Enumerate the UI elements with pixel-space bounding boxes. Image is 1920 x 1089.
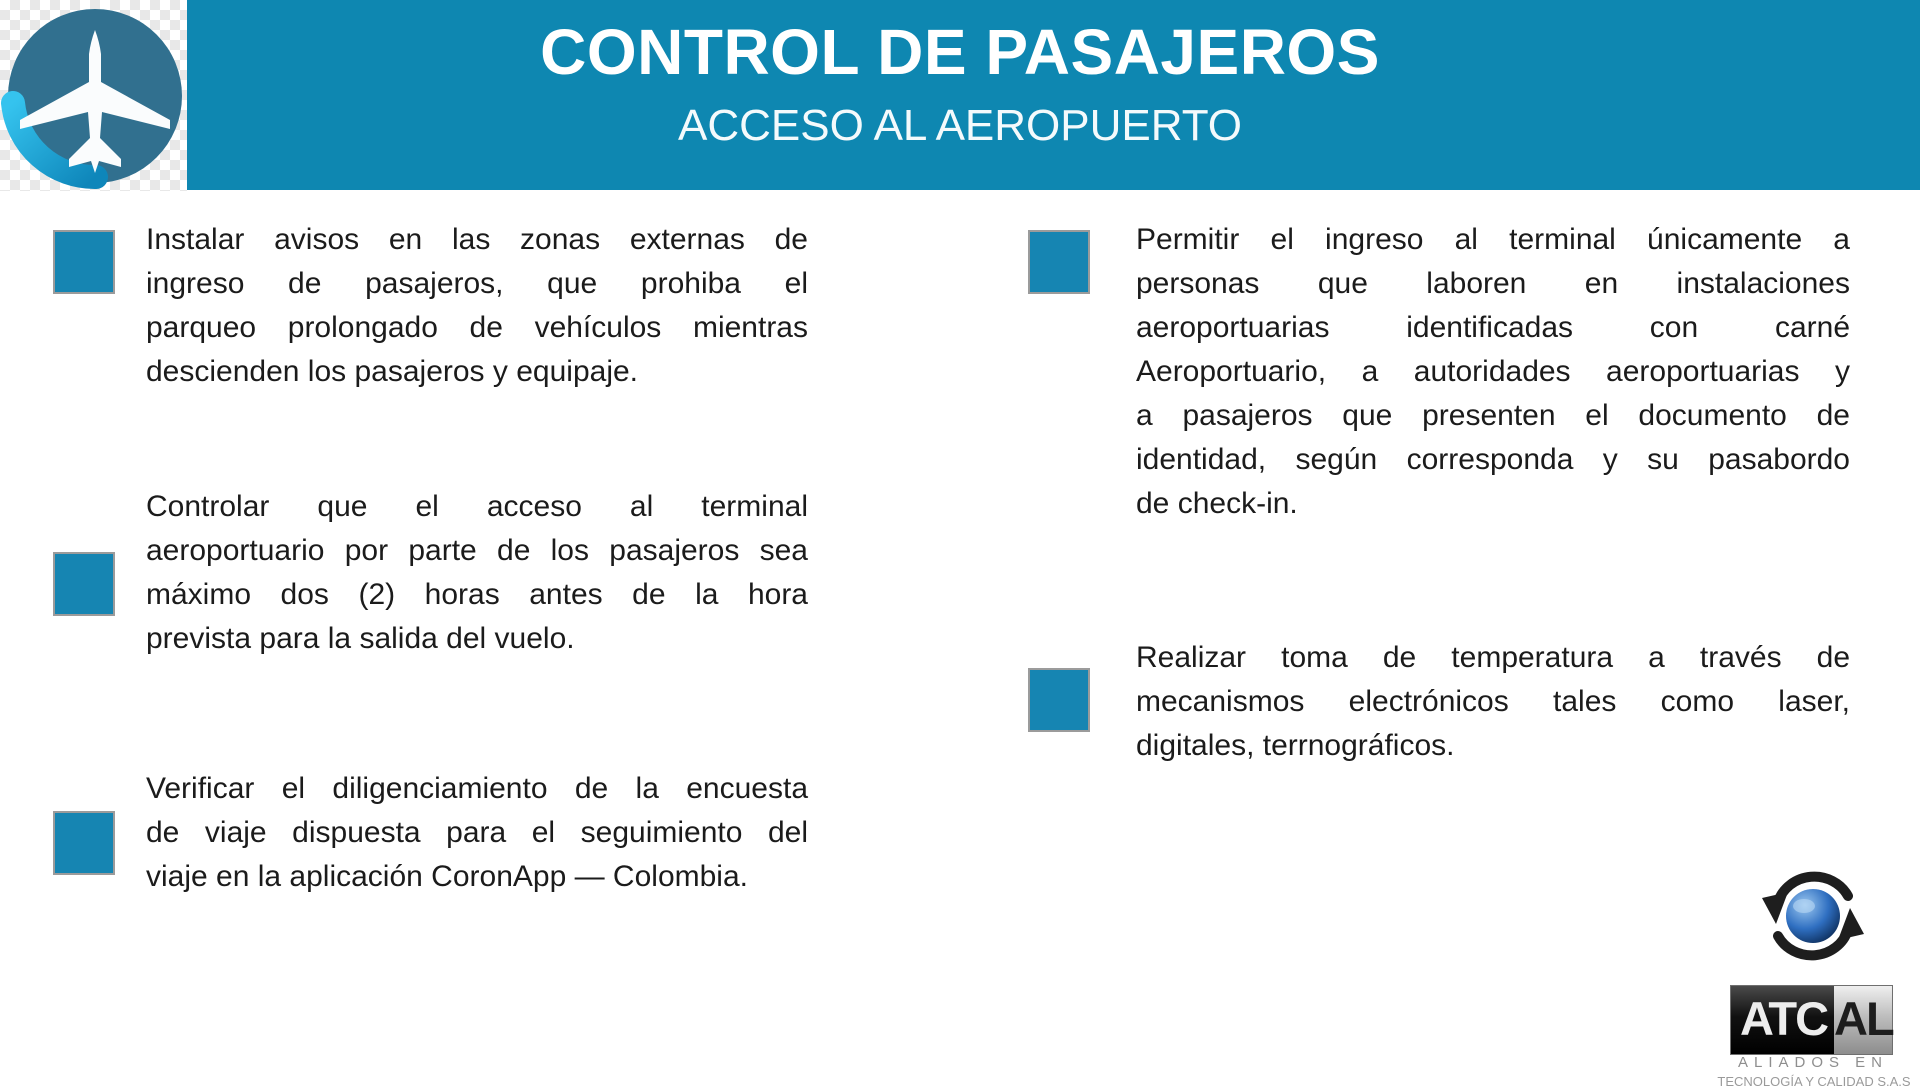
bullet-square-icon <box>1028 668 1090 732</box>
blue-sphere-icon <box>1786 889 1840 943</box>
bullet-paragraph-controlar-acceso: Controlar que el acceso al terminal aeroportuario por parte de los pasajeros sea máximo dos (2) horas antes de la hora prevista para la salida del vuelo. <box>146 490 808 655</box>
bullet-paragraph-toma-temperatura: Realizar toma de temperatura a través de mecanismos electrónicos tales como laser, digitales, terrnográficos. <box>1136 641 1850 762</box>
airplane-icon <box>0 0 187 191</box>
airport-logo <box>0 0 187 191</box>
atcal-tagline-clipped: TECNOLOGÍA Y CALIDAD S.A.S <box>1717 1074 1911 1089</box>
page-title: CONTROL DE PASAJEROS <box>540 16 1380 88</box>
bullet-square-icon <box>53 811 115 875</box>
swirl-orbit-icon <box>1752 864 1874 968</box>
atcal-wordmark-panel <box>1834 986 1892 1054</box>
atcal-wordmark-right: AL <box>1834 992 1893 1045</box>
page-subtitle: ACCESO AL AEROPUERTO <box>677 101 1243 150</box>
bullet-square-icon <box>53 230 115 294</box>
bullet-square-icon <box>1028 230 1090 294</box>
atcal-tagline: ALIADOS EN <box>1737 1054 1889 1071</box>
bullet-paragraph-permitir-ingreso: Permitir el ingreso al terminal únicamente a personas que laboren en instalaciones aeroportuarias identificadas con carné Aeroportuario, a autoridades aeroportuarias y a pasajeros que presenten el documento de identidad, según corresponda y su pasabordo de check-in. <box>1136 223 1850 520</box>
bullet-square-icon <box>53 552 115 616</box>
bullet-paragraph-verificar-encuesta: Verificar el diligenciamiento de la encuesta de viaje dispuesta para el seguimiento del viaje en la aplicación CoronApp — Colombia. <box>146 772 808 893</box>
bullet-paragraph-instalar-avisos: Instalar avisos en las zonas externas de ingreso de pasajeros, que prohiba el parqueo prolongado de vehículos mientras descienden los pasajeros y equipaje. <box>146 223 808 388</box>
atcal-wordmark-left: ATC <box>1739 992 1828 1045</box>
atcal-wordmark <box>1730 985 1893 1055</box>
